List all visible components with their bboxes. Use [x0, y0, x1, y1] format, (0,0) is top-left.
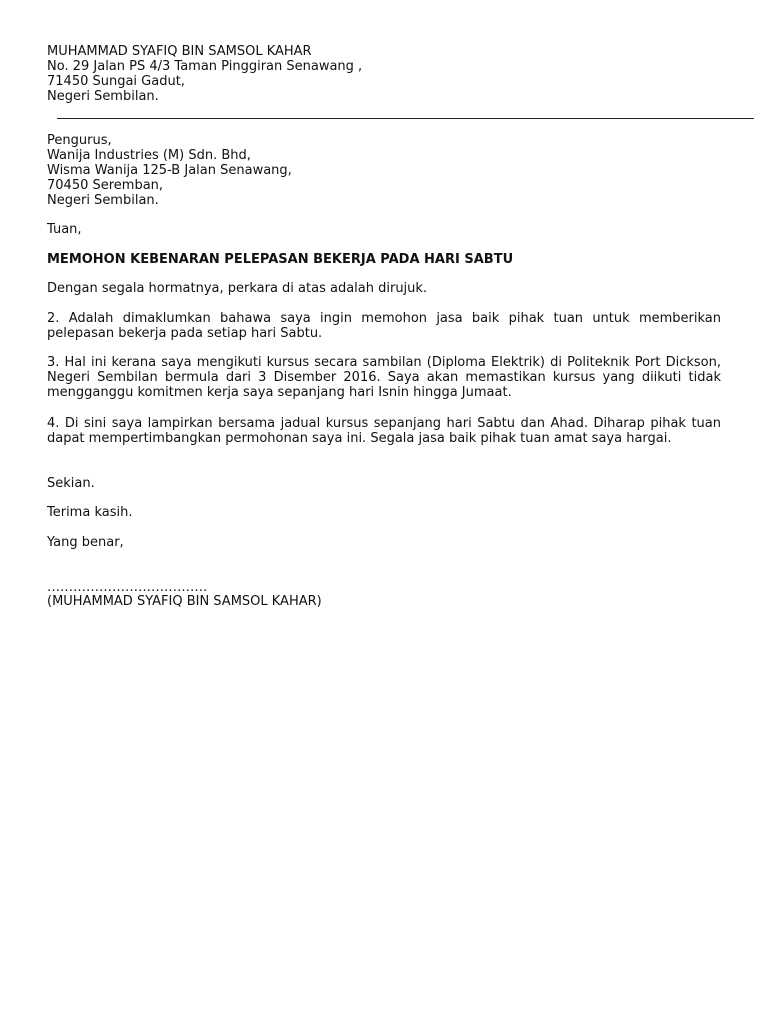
sender-state: Negeri Sembilan.	[47, 89, 159, 104]
paragraph-4	[47, 416, 721, 446]
sender-postcode-city: 71450 Sungai Gadut,	[47, 74, 185, 89]
paragraph-2-text: 2. Adalah dimaklumkan bahawa saya ingin memohon jasa baik pihak tuan untuk memberikan pelepasan bekerja pada setiap hari Sabtu.	[47, 311, 721, 341]
recipient-title: Pengurus,	[47, 133, 112, 148]
paragraph-4-text: 4. Di sini saya lampirkan bersama jadual kursus sepanjang hari Sabtu dan Ahad. Diharap pihak tuan dapat mempertimbangkan permohonan saya ini. Segala jasa baik pihak tuan amat saya hargai.	[47, 416, 721, 446]
paragraph-1-text: Dengan segala hormatnya, perkara di atas adalah dirujuk.	[47, 281, 428, 296]
recipient-postcode-city: 70450 Seremban,	[47, 178, 164, 193]
closing-sekian: Sekian.	[47, 476, 95, 491]
paragraph-3	[47, 355, 721, 400]
closing-yours: Yang benar,	[47, 535, 124, 550]
salutation: Tuan,	[47, 222, 82, 237]
separator-line	[57, 118, 754, 119]
subject-heading: MEMOHON KEBENARAN PELEPASAN BEKERJA PADA HARI SABTU	[47, 252, 514, 267]
paragraph-3-text: 3. Hal ini kerana saya mengikuti kursus secara sambilan (Diploma Elektrik) di Politeknik Port Dickson, Negeri Sembilan bermula dari 3 Disember 2016. Saya akan memastikan kursus yang diikuti tidak mengganggu komitmen kerja saya sepanjang hari Isnin hingga Jumaat.	[47, 355, 721, 400]
closing-thanks: Terima kasih.	[47, 505, 133, 520]
recipient-company: Wanija Industries (M) Sdn. Bhd,	[47, 148, 251, 163]
sender-address	[47, 44, 721, 104]
recipient-address	[47, 133, 721, 208]
recipient-building: Wisma Wanija 125-B Jalan Senawang,	[47, 163, 292, 178]
paragraph-2	[47, 311, 721, 341]
sender-street: No. 29 Jalan PS 4/3 Taman Pinggiran Senawang ,	[47, 59, 363, 74]
signature-line: ……………………………….	[47, 580, 208, 595]
recipient-state: Negeri Sembilan.	[47, 193, 159, 208]
paragraph-1	[47, 281, 721, 296]
signature-name: (MUHAMMAD SYAFIQ BIN SAMSOL KAHAR)	[47, 594, 322, 609]
sender-name: MUHAMMAD SYAFIQ BIN SAMSOL KAHAR	[47, 44, 312, 59]
